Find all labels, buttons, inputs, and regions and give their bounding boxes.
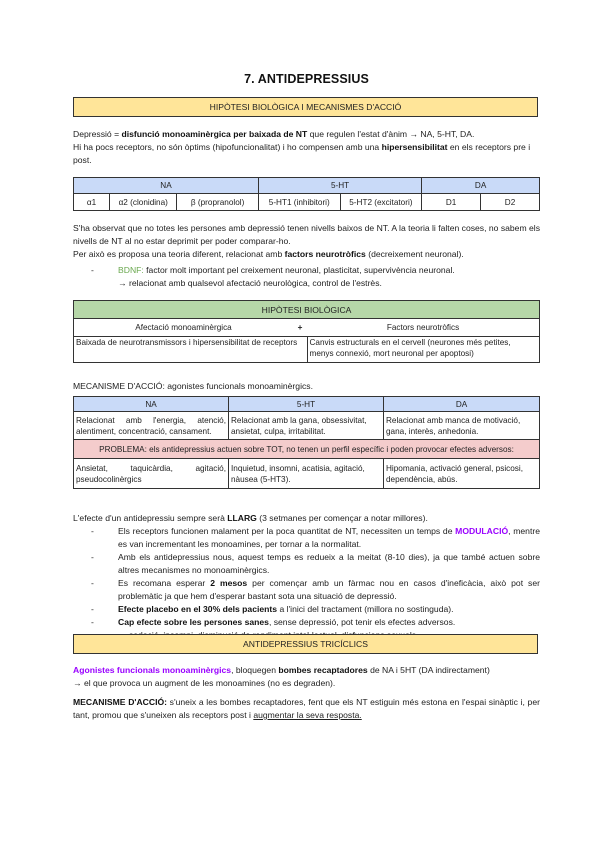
text: Els receptors funcionen malament per la poca quantitat de NT, necessiten un temps de xyxy=(118,526,456,536)
plus-sign: + xyxy=(293,319,307,337)
bold-text: 2 mesos xyxy=(210,578,248,588)
text: , bloquegen xyxy=(231,665,279,675)
page-title: 7. ANTIDEPRESSIUS xyxy=(244,72,369,86)
text: de NA i 5HT (DA indirectament) xyxy=(367,665,490,675)
monoamine-description: Baixada de neurotransmissors i hipersensibilitat de receptors xyxy=(74,337,308,363)
receptor-cell: D2 xyxy=(481,194,540,211)
text: → relacionat amb qualsevol afectació neurològica, control de l'estrès. xyxy=(118,278,382,288)
adverse-effect-cell: Ansietat, taquicàrdia, agitació, pseudocolinèrgics xyxy=(74,459,229,489)
text: en els receptors pre i post. xyxy=(73,142,531,165)
mechanism-header-da: DA xyxy=(384,397,540,412)
text: (3 setmanes per començar a notar millores). xyxy=(256,513,428,523)
text: Es recomana esperar xyxy=(118,578,211,588)
dash-bullet: - xyxy=(91,604,94,614)
dash-bullet: - xyxy=(91,617,94,627)
text: → el que provoca un augment de les monoamines (no es degraden). xyxy=(73,678,336,688)
mechanism-cell: Relacionat amb manca de motivació, gana, interès, anhedonia. xyxy=(384,412,540,440)
receptor-cell: 5-HT1 (inhibitori) xyxy=(258,194,340,211)
neurotrophic-title: Factors neurotròfics xyxy=(307,319,540,337)
mechanism-label: MECANISME D'ACCIÓ: agonistes funcionals monoaminèrgics. xyxy=(73,381,313,391)
receptor-table xyxy=(73,177,540,211)
text: S'ha observat que no totes les persones amb depressió tenen nivells baixos de NT. A la teoria li falten coses, no sabem els nivells de NT al no estar deprimit per poder comparar-ho. xyxy=(73,223,540,246)
text: , mentre es van incrementant les monoamines, per tornar a la normalitat. xyxy=(118,526,540,549)
agonists-highlight: Agonistes funcionals monoaminèrgics xyxy=(73,665,232,675)
modulation-highlight: MODULACIÓ xyxy=(455,526,509,536)
list-item xyxy=(73,264,540,290)
mechanism-header-na: NA xyxy=(74,397,229,412)
neurotrophic-description: Canvis estructurals en el cervell (neurones més petites, menys connexió, mort neuronal per apoptosi) xyxy=(307,337,540,363)
text: , sense depressió, pot tenir els efectes adversos. xyxy=(268,617,456,627)
mechanism-cell: Relacionat amb la gana, obsessivitat, ansietat, culpa, irritabilitat. xyxy=(229,412,384,440)
bold-text: hipersensibilitat xyxy=(381,142,448,152)
text: (decreixement neuronal). xyxy=(365,249,464,259)
hypothesis-header: HIPÒTESI BIOLÒGICA xyxy=(74,301,540,319)
receptor-group-da: DA xyxy=(422,178,540,194)
mechanism-header-5ht: 5-HT xyxy=(229,397,384,412)
receptor-group-na: NA xyxy=(74,178,259,194)
underlined-text: augmentar la seva resposta. xyxy=(253,710,362,720)
effect-list xyxy=(73,525,540,642)
bold-text: factors neurotròfics xyxy=(284,249,366,259)
text: a l'inici del tractament (millora no sostinguda). xyxy=(277,604,454,614)
receptor-cell: α2 (clonidina) xyxy=(110,194,177,211)
bdnf-label: BDNF: xyxy=(118,265,144,275)
bold-text: MECANISME D'ACCIÓ: xyxy=(73,697,167,707)
adverse-effect-cell: Hipomania, activació general, psicosi, dependència, abús. xyxy=(384,459,540,489)
tricyclics-mechanism-paragraph xyxy=(73,696,540,722)
dash-bullet: - xyxy=(91,552,94,562)
mechanism-cell: Relacionat amb l'energia, atenció, alentiment, concentració, cansament. xyxy=(74,412,229,440)
monoamine-title: Afectació monoaminèrgica xyxy=(74,319,294,337)
hypothesis-table xyxy=(73,300,540,363)
list-item xyxy=(73,525,540,551)
bold-text: Efecte placebo en el 30% dels pacients xyxy=(118,604,278,614)
bold-text: LLARG xyxy=(227,513,257,523)
mechanism-table xyxy=(73,396,540,489)
effect-intro xyxy=(73,512,540,525)
section-banner-tricyclics: ANTIDEPRESSIUS TRICÍCLICS xyxy=(73,634,538,654)
bdnf-list xyxy=(73,264,540,290)
receptor-group-5ht: 5-HT xyxy=(258,178,421,194)
receptor-cell: α1 xyxy=(74,194,110,211)
tricyclics-paragraph xyxy=(73,664,540,690)
text: per començar amb un fàrmac nou en casos d'ineficàcia, això pot ser problemàtic ja que hem d'esperar bastant sota una situació de depressió. xyxy=(118,578,540,601)
adverse-effect-cell: Inquietud, insomni, acatisia, agitació, nàusea (5-HT3). xyxy=(229,459,384,489)
text: factor molt important pel creixement neuronal, plasticitat, supervivència neuronal. xyxy=(143,265,455,275)
list-item xyxy=(73,577,540,603)
receptor-cell: D1 xyxy=(422,194,481,211)
dash-bullet: - xyxy=(91,526,94,536)
text: L'efecte d'un antidepressiu sempre serà xyxy=(73,513,228,523)
section-banner-hypothesis: HIPÒTESI BIOLÒGICA I MECANISMES D'ACCIÓ xyxy=(73,97,538,117)
dash-bullet: - xyxy=(91,265,94,275)
text: Hi ha pocs receptors, no són òptims (hipofuncionalitat) i ho compensen amb una xyxy=(73,142,382,152)
receptor-cell: β (propranolol) xyxy=(177,194,259,211)
bold-text: bombes recaptadores xyxy=(278,665,368,675)
text: que regulen l'estat d'ànim → NA, 5-HT, DA. xyxy=(307,129,475,139)
receptor-cell: 5-HT2 (excitatori) xyxy=(340,194,422,211)
text: s'uneix a les bombes recaptadores, fent que els NT estiguin més estona en l'espai sinàptic i, per tant, promou que s'uneixen als receptors post i xyxy=(73,697,540,720)
bold-text: Cap efecte sobre les persones sanes xyxy=(118,617,269,627)
text: Depressió = xyxy=(73,129,122,139)
neurotrophic-paragraph xyxy=(73,222,540,261)
bold-text: disfunció monoaminèrgica per baixada de NT xyxy=(121,129,308,139)
list-item xyxy=(73,603,540,616)
text: Amb els antidepressius nous, aquest temps es redueix a la meitat (8-10 dies), ja que també actuen sobre altres mecanismes no monoaminèrgics. xyxy=(118,552,540,575)
text: Per això es proposa una teoria diferent, relacionat amb xyxy=(73,249,285,259)
intro-paragraph xyxy=(73,128,540,167)
problem-row: PROBLEMA: els antidepressius actuen sobre TOT, no tenen un perfil específic i poden provocar efectes adversos: xyxy=(74,440,540,459)
list-item xyxy=(73,551,540,577)
dash-bullet: - xyxy=(91,578,94,588)
